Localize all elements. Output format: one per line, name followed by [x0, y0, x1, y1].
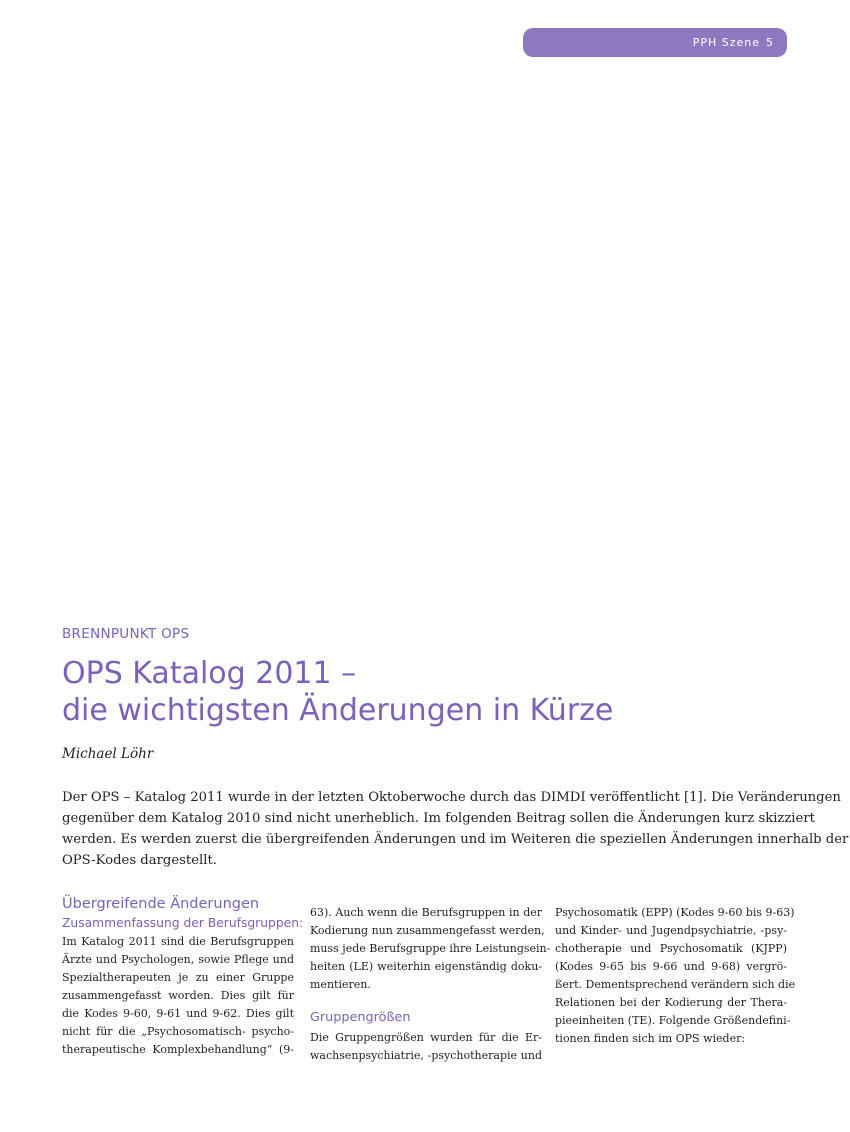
text-line: 63). Auch wenn die Berufsgruppen in der — [310, 906, 542, 919]
text-line: heiten (LE) weiterhin eigenständig doku- — [310, 960, 542, 973]
author-name: Michael Löhr — [62, 746, 154, 762]
section-label: BRENNPUNKT OPS — [62, 626, 190, 642]
text-line: nicht für die „Psychosomatisch- psycho- — [62, 1025, 294, 1038]
text-line: tionen finden sich im OPS wieder: — [555, 1032, 746, 1045]
section-heading: Gruppengrößen — [310, 1010, 411, 1025]
intro-line: OPS-Kodes dargestellt. — [62, 853, 217, 868]
text-line: chotherapie und Psychosomatik (KJPP) — [555, 942, 787, 955]
journal-name: PPH Szene — [692, 36, 760, 49]
text-line: therapeutische Komplexbehandlung“ (9- — [62, 1043, 294, 1056]
text-line: und Kinder- und Jugendpsychiatrie, -psy- — [555, 924, 787, 937]
running-header — [523, 28, 787, 57]
column-3-text — [555, 904, 796, 1048]
text-line: Im Katalog 2011 sind die Berufsgruppen — [62, 935, 294, 948]
text-line: Ärzte und Psychologen, sowie Pflege und — [62, 953, 294, 966]
text-line: zusammengefasst worden. Dies gilt für — [62, 989, 294, 1002]
column-3 — [555, 904, 796, 1048]
title-line: OPS Katalog 2011 – — [62, 656, 357, 691]
page-number: 5 — [766, 36, 774, 49]
text-line: Psychosomatik (EPP) (Kodes 9-60 bis 9-63) — [555, 906, 795, 919]
subsection-heading: Zusammenfassung der Berufsgruppen: — [62, 916, 304, 930]
intro-line: werden. Es werden zuerst die übergreifenden Änderungen und im Weiteren die speziellen Änderungen innerhalb der — [62, 832, 849, 847]
text-line: (Kodes 9-65 bis 9-66 und 9-68) vergrö- — [555, 960, 787, 973]
text-line: pieeinheiten (TE). Folgende Größendefini- — [555, 1014, 791, 1027]
text-line: muss jede Berufsgruppe ihre Leistungsein- — [310, 942, 551, 955]
text-line: wachsenpsychiatrie, -psychotherapie und — [310, 1049, 542, 1062]
column-1-text — [62, 933, 294, 1059]
column-2-text-b — [310, 1029, 542, 1065]
column-2-text-a — [310, 904, 551, 994]
text-line: ßert. Dementsprechend verändern sich die — [555, 978, 796, 991]
column-2 — [310, 904, 551, 1065]
text-line: Die Gruppengrößen wurden für die Er- — [310, 1031, 542, 1044]
text-line: die Kodes 9-60, 9-61 und 9-62. Dies gilt — [62, 1007, 294, 1020]
intro-line: gegenüber dem Katalog 2010 sind nicht unerheblich. Im folgenden Beitrag sollen die Änderungen kurz skizziert — [62, 811, 815, 826]
article-title — [62, 655, 613, 729]
running-header-text — [693, 36, 774, 49]
title-line: die wichtigsten Änderungen in Kürze — [62, 693, 614, 728]
text-line: mentieren. — [310, 978, 371, 991]
text-line: Kodierung nun zusammengefasst werden, — [310, 924, 545, 937]
intro-line: Der OPS – Katalog 2011 wurde in der letzten Oktoberwoche durch das DIMDI veröffentlicht [1]. Die Veränderungen — [62, 790, 841, 805]
text-line: Relationen bei der Kodierung der Thera- — [555, 996, 787, 1009]
section-heading: Übergreifende Änderungen — [62, 896, 260, 912]
intro-paragraph — [62, 787, 849, 871]
text-line: Spezialtherapeuten je zu einer Gruppe — [62, 971, 294, 984]
column-1 — [62, 896, 304, 1059]
